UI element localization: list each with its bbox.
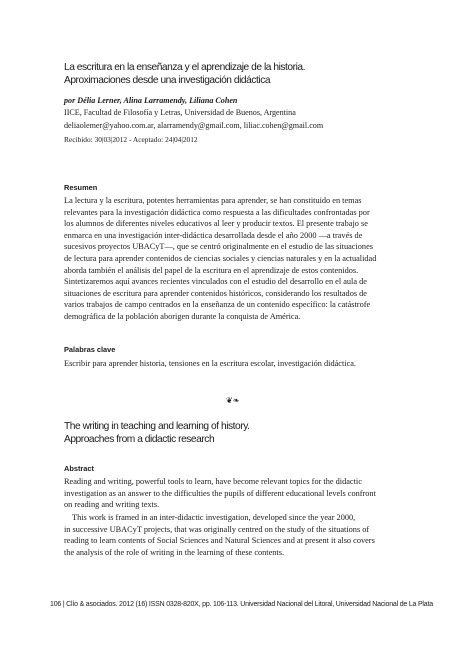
text-line: La lectura y la escritura, potentes herramientas para aprender, se han constituido en temas	[64, 196, 362, 205]
text-line: de lectura para aprender contenidos de ciencias sociales y ciencias naturales y en la actualidad	[64, 253, 377, 263]
text-line: los alumnos de diferentes niveles educativos al leer y producir textos. El presente trabajo se	[64, 219, 368, 229]
resumen-heading: Resumen	[64, 183, 98, 192]
authors: por Délia Lerner, Alina Larramendy, Liliana Cohen	[64, 96, 238, 105]
text-line: reading to learn contents of Social Sciences and Natural Sciences and at present it also covers	[64, 536, 375, 546]
article-title-es	[64, 61, 404, 87]
text-line: situaciones de escritura para aprender contenidos históricos, considerando los resultados de	[64, 288, 367, 298]
title-line: The writing in teaching and learning of history.	[64, 421, 250, 432]
text-line: Sintetizaremos aquí avances recientes vinculados con el estudio del desarrollo en el aula de	[64, 277, 367, 287]
title-line: Aproximaciones desde una investigación didáctica	[64, 75, 271, 86]
text-line: investigation as an answer to the difficulties the pupils of different educational levels confront	[64, 488, 376, 498]
abstract-heading: Abstract	[64, 464, 94, 473]
received-accepted-dates: Recibido: 30|03|2012 - Aceptado: 24|04|2012	[64, 135, 198, 144]
text-line: sucesivos proyectos UBACyT—, que se centró originalmente en el estudio de las situaciones	[64, 242, 373, 252]
text-line: enmarca en una investigación inter-didáctica desarrollada desde el año 2000 —a través de	[64, 230, 363, 240]
title-line: La escritura en la enseñanza y el aprendizaje de la historia.	[64, 62, 305, 73]
palabras-clave-heading: Palabras clave	[64, 345, 116, 354]
page-footer: 106 | Clío & asociados. 2012 (16) ISSN 0328-820X, pp. 106-113. Universidad Nacional del Litoral, Universidad Nacional de La Plata	[50, 601, 433, 608]
fleuron-ornament: ❦❧	[226, 396, 240, 405]
text-line: aborda también el análisis del papel de la escritura en el aprendizaje de estos contenidos.	[64, 265, 359, 275]
text-line: relevantes para la investigación didáctica como respuesta a las dificultades confrontadas por	[64, 207, 370, 217]
abstract-paragraph-2	[64, 512, 410, 558]
text-line: in successive UBACyT projects, that was originally centred on the study of the situations of	[64, 524, 370, 534]
text-line: This work is framed in an inter-didactic investigation, developed since the year 2000,	[72, 513, 356, 522]
text-line: varios trabajos de campo centrados en la enseñanza de un contenido específico: la catástrofe	[64, 300, 371, 310]
text-line: demográfica de la población aborigen durante la conquista de América.	[64, 311, 301, 321]
text-line: on reading and writing texts.	[64, 500, 160, 510]
title-line: Approaches from a didactic research	[64, 434, 215, 445]
resumen-paragraph	[64, 195, 410, 323]
text-line: Escribir para aprender historia, tensiones en la escritura escolar, investigación didáctica.	[64, 359, 357, 368]
article-title-en	[64, 420, 404, 446]
palabras-clave-text	[64, 358, 410, 370]
text-line: Reading and writing, powerful tools to learn, have become relevant topics for the didactic	[64, 477, 362, 486]
abstract-paragraph-1	[64, 476, 410, 511]
text-line: the analysis of the role of writing in the learning of these contents.	[64, 547, 285, 557]
affiliation: IICE, Facultad de Filosofía y Letras, Universidad de Buenos, Argentina	[64, 108, 296, 117]
author-emails: deliaolemer@yahoo.com.ar, alarramendy@gmail.com, liliac.cohen@gmail.com	[64, 121, 324, 130]
